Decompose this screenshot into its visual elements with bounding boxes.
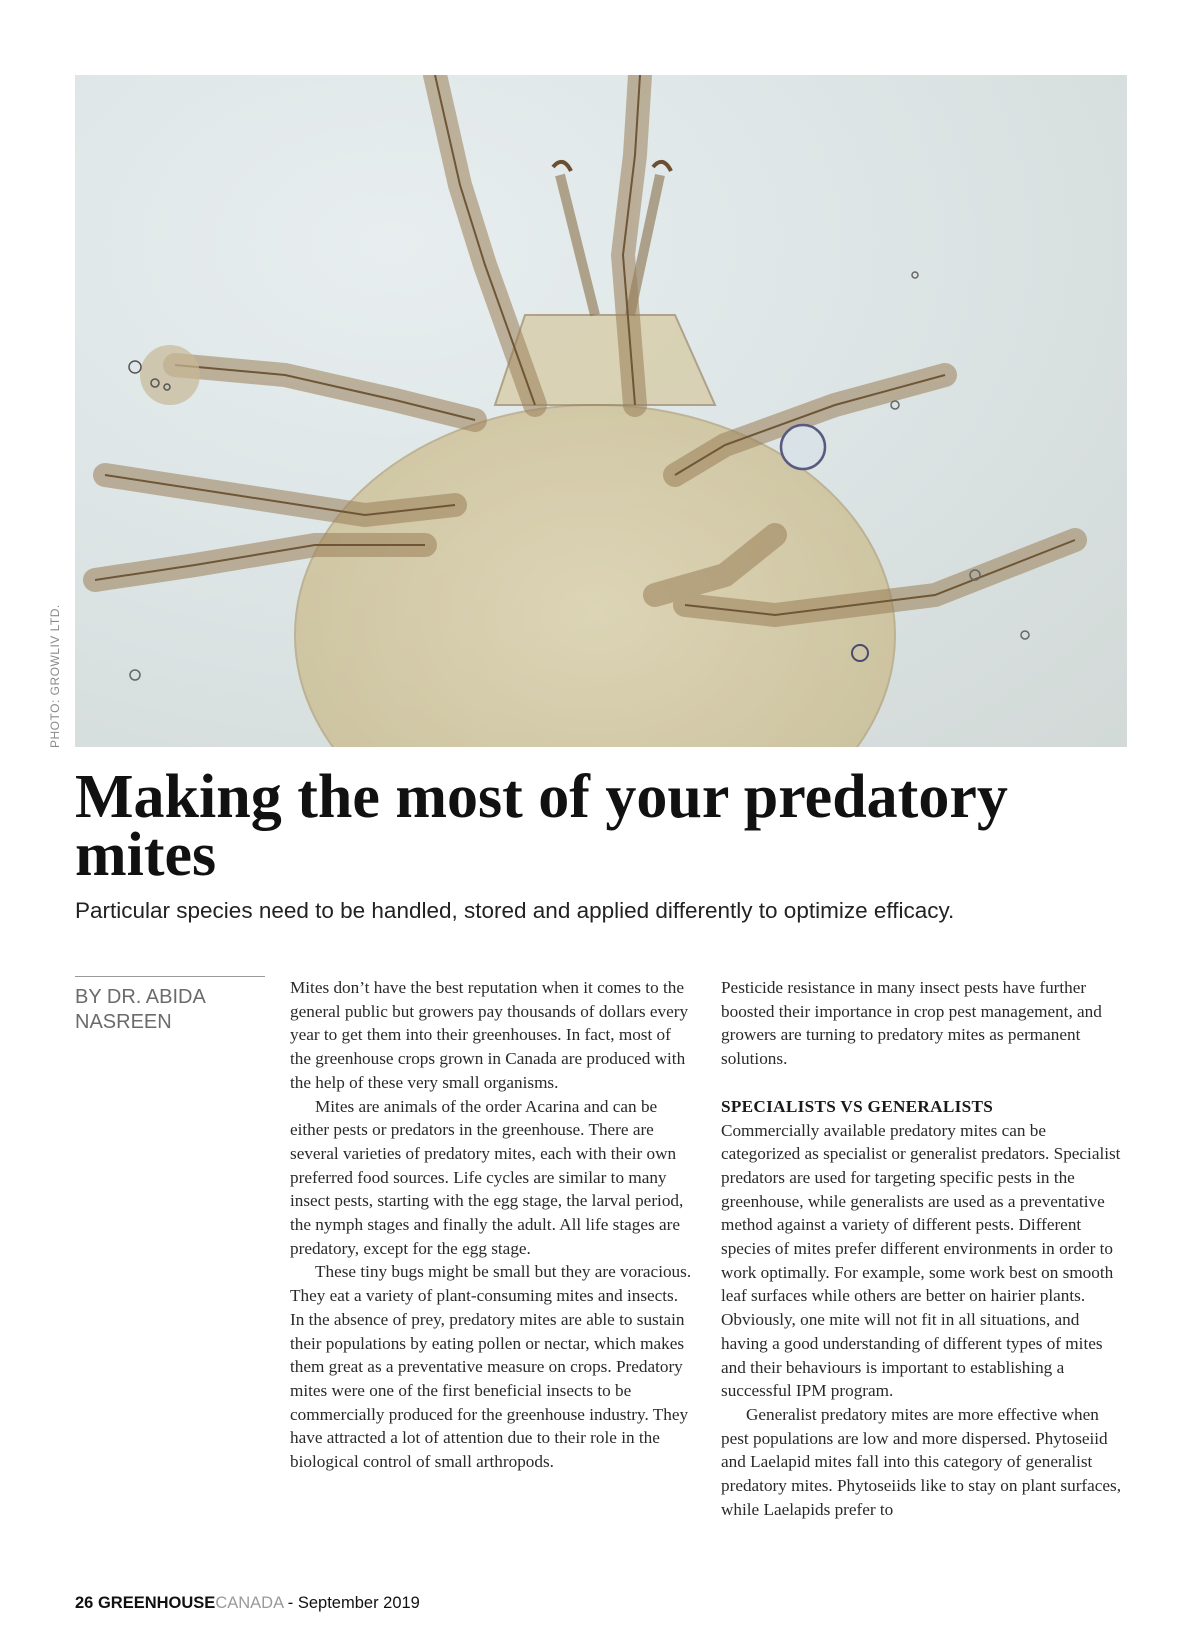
article-subtitle: Particular species need to be handled, stored and applied differently to optimize efficacy. (75, 898, 955, 923)
paragraph: Mites are animals of the order Acarina and can be either pests or predators in the greenhouse. There are several varieties of predatory mites, each with their own preferred food sources. Life cycles are similar to many insect pests, starting with the egg stage, the larval period, the nymph stages and finally the adult. All life stages are predatory, except for the egg stage. (290, 1096, 684, 1258)
page-number: 26 (75, 1594, 94, 1612)
photo-credit: PHOTO: GROWLIV LTD. (48, 604, 62, 748)
paragraph: These tiny bugs might be small but they are voracious. They eat a variety of plant-consuming mites and insects. In the absence of prey, predatory mites are able to sustain their populations by eating pollen or nectar, which makes them great as a preventative measure on crops. Predatory mites were one of the first beneficial insects to be commercially produced for the greenhouse industry. They have attracted a lot of attention due to their role in the biological control of small arthropods. (290, 1262, 692, 1472)
mite-illustration (75, 75, 1127, 747)
publication-region: CANADA (215, 1594, 284, 1612)
footer-separator: - (287, 1594, 294, 1612)
issue-date: September 2019 (297, 1594, 420, 1612)
author-byline: BY DR. ABIDA NASREEN (75, 986, 205, 1033)
paragraph: Mites don’t have the best reputation when it comes to the general public but growers pay thousands of dollars every year to get them into their greenhouses. In fact, most of the greenhouse crops grown in Canada are produced with the help of these very small organisms. (290, 978, 689, 1092)
paragraph: Generalist predatory mites are more effective when pest populations are low and more dispersed. Phytoseiid and Laelapid mites fall into this category of generalist predatory mites. Phytoseiids like to stay on plant surfaces, while Laelapids prefer to (721, 1404, 1122, 1519)
mite-photo (75, 75, 1127, 747)
paragraph: Pesticide resistance in many insect pests have further boosted their importance in crop pest management, and growers are turning to predatory mites as permanent solutions. (721, 978, 1102, 1069)
article-column-1 (290, 976, 695, 1474)
page-footer (75, 1594, 420, 1613)
byline-divider (75, 976, 265, 977)
section-heading: SPECIALISTS VS GENERALISTS (721, 1096, 994, 1116)
article-title: Making the most of your predatory mites (75, 763, 1008, 889)
publication-name: GREENHOUSE (97, 1594, 216, 1612)
article-column-2 (721, 976, 1126, 1521)
paragraph: Commercially available predatory mites can be categorized as specialist or generalist predators. Specialist predators are used for targeting specific pests in the greenhouse, while generalists are used as a preventative method against a variety of different pests. Different species of mites prefer different environments in order to work optimally. For example, some work best on smooth leaf surfaces while others are better on hairier plants. Obviously, one mite will not fit in all situations, and having a good understanding of different types of mites and their behaviours is important to establishing a successful IPM program. (721, 1120, 1121, 1401)
